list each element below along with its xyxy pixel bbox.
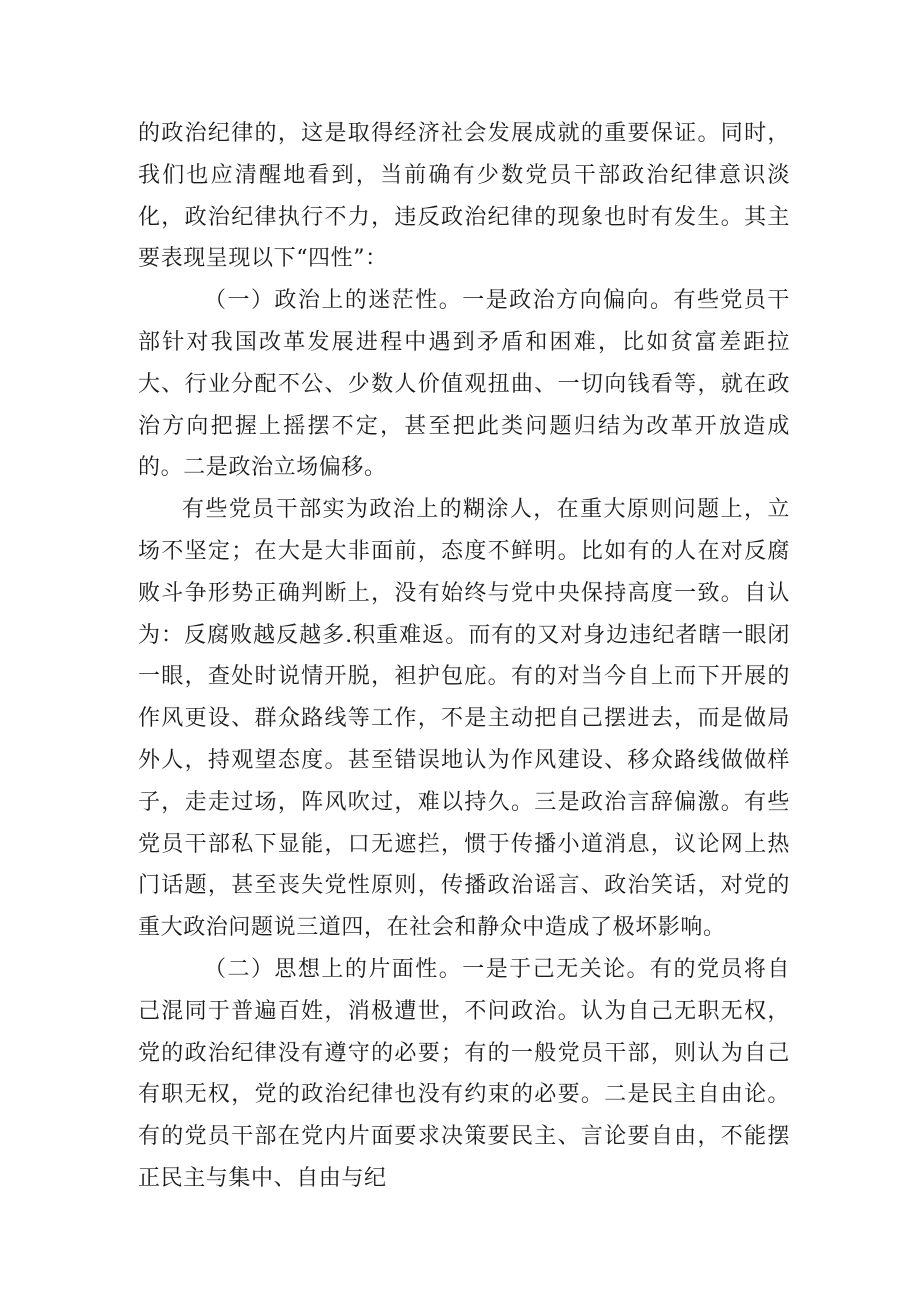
document-body: [138, 113, 790, 1200]
paragraph-political-stance: 有些党员干部实为政治上的糊涂人，在重大原则问题上，立场不坚定；在大是大非面前，态度不鲜明。比如有的人在对反腐败斗争形势正确判断上，没有始终与党中央保持高度一致。自认为：反腐败越反越多.积重难返。而有的又对身边违纪者瞎一眼闭一眼，查处时说情开脱，袒护包庇。有的对当今自上而下开展的作风更设、群众路线等工作，不是主动把自己摆进去，而是做局外人，持观望态度。甚至错误地认为作风建设、移众路线做做样子，走走过场，阵风吹过，难以持久。三是政治言辞偏激。有些党员干部私下显能，口无遮拦，惯于传播小道消息，议论网上热门话题，甚至丧失党性原则，传播政治谣言、政治笑话，对党的重大政治问题说三道四，在社会和静众中造成了极坏影响。: [138, 497, 790, 941]
paragraph-section-one: （一）政治上的迷茫性。一是政治方向偏向。有些党员干部针对我国改革发展进程中遇到矛盾和困难，比如贫富差距拉大、行业分配不公、少数人价值观扭曲、一切向钱看等，就在政治方向把握上摇摆不定，甚至把此类问题归结为改革开放造成的。二是政治立场偏移。: [138, 288, 790, 481]
paragraph-intro-continuation: 的政治纪律的，这是取得经济社会发展成就的重要保证。同时，我们也应清醒地看到，当前确有少数党员干部政治纪律意识淡化，政治纪律执行不力，违反政治纪律的现象也时有发生。其主要表现呈现以下“四性”：: [138, 121, 790, 272]
paragraph-section-two: （二）思想上的片面性。一是于己无关论。有的党员将自己混同于普遍百姓，消极遭世，不问政治。认为自己无职无权，党的政治纪律没有遵守的必要；有的一般党员干部，则认为自己有职无权，党的政治纪律也没有约束的必要。二是民主自由论。有的党员干部在党内片面要求决策要民主、言论要自由，不能摆正民主与集中、自由与纪: [138, 956, 790, 1191]
